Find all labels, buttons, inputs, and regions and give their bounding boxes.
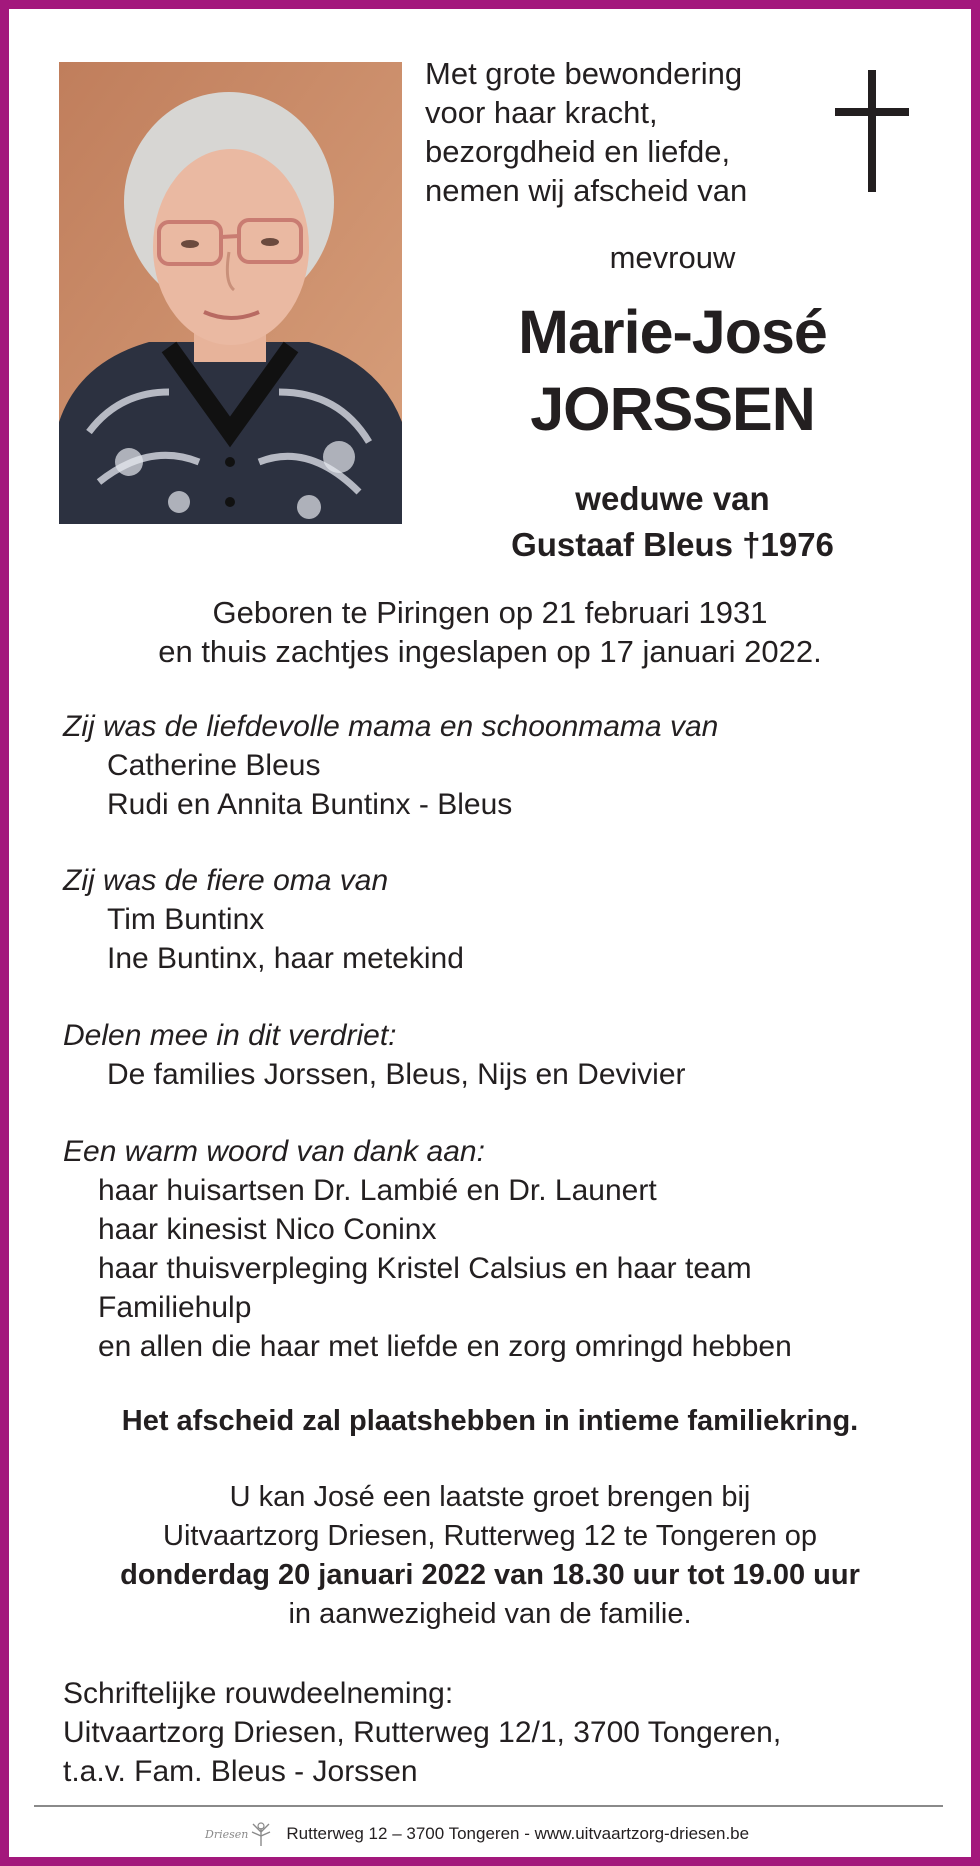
widow-of xyxy=(425,476,920,568)
list-item: haar huisartsen Dr. Lambié en Dr. Launert xyxy=(98,1174,657,1207)
section-heading: Delen mee in dit verdriet: xyxy=(63,1019,397,1052)
deceased-name xyxy=(425,294,920,448)
spouse-name: Gustaaf Bleus †1976 xyxy=(511,526,834,563)
visit-date: donderdag 20 januari 2022 van 18.30 uur tot 19.00 uur xyxy=(120,1559,860,1591)
widow-line: weduwe van xyxy=(575,480,770,517)
intro-line: voor haar kracht, xyxy=(425,95,658,130)
birth-line: Geboren te Piringen op 21 februari 1931 xyxy=(212,595,768,630)
list-item: Tim Buntinx xyxy=(107,903,265,936)
section-heading: Zij was de liefdevolle mama en schoonmama van xyxy=(63,710,719,743)
visitation-notice xyxy=(0,1478,980,1634)
flower-icon xyxy=(248,1820,274,1848)
intro-line: nemen wij afscheid van xyxy=(425,173,748,208)
list-item: haar thuisverpleging Kristel Calsius en haar team xyxy=(98,1252,752,1285)
list-item: haar kinesist Nico Coninx xyxy=(98,1213,437,1246)
thanks-section xyxy=(63,1132,792,1366)
intro-line: bezorgdheid en liefde, xyxy=(425,134,731,169)
list-item: Catherine Bleus xyxy=(107,749,321,782)
honorific: mevrouw xyxy=(609,240,736,275)
footer xyxy=(205,1812,749,1856)
footer-address: Rutterweg 12 – 3700 Tongeren - www.uitvaartzorg-driesen.be xyxy=(286,1824,750,1843)
condolence-address xyxy=(63,1674,781,1791)
condolence-line: Schriftelijke rouwdeelneming: xyxy=(63,1677,454,1710)
list-item: Rudi en Annita Buntinx - Bleus xyxy=(107,788,513,821)
section-heading: Zij was de fiere oma van xyxy=(63,864,389,897)
visit-line: in aanwezigheid van de familie. xyxy=(288,1598,692,1630)
footer-divider xyxy=(34,1805,943,1807)
condolence-line: Uitvaartzorg Driesen, Rutterweg 12/1, 3700 Tongeren, xyxy=(63,1716,782,1749)
logo-text: Driesen xyxy=(205,1827,249,1841)
family-section xyxy=(63,1016,686,1094)
grandchildren-section xyxy=(63,861,464,978)
death-line: en thuis zachtjes ingeslapen op 17 januari 2022. xyxy=(158,634,822,669)
list-item: Familiehulp xyxy=(98,1291,252,1324)
list-item: en allen die haar met liefde en zorg omringd hebben xyxy=(98,1330,792,1363)
list-item: Ine Buntinx, haar metekind xyxy=(107,942,464,975)
birth-death-dates xyxy=(0,593,980,671)
intro-line: Met grote bewondering xyxy=(425,56,743,91)
farewell-notice: Het afscheid zal plaatshebben in intieme familiekring. xyxy=(121,1405,859,1437)
intro-text xyxy=(425,54,845,210)
driesen-logo xyxy=(205,1820,274,1848)
last-name: JORSSEN xyxy=(530,375,815,443)
children-section xyxy=(63,707,718,824)
first-name: Marie-José xyxy=(518,298,827,366)
visit-line: U kan José een laatste groet brengen bij xyxy=(229,1481,751,1513)
section-heading: Een warm woord van dank aan: xyxy=(63,1135,485,1168)
portrait-photo xyxy=(59,62,402,524)
latin-cross-icon xyxy=(835,70,909,197)
condolence-line: t.a.v. Fam. Bleus - Jorssen xyxy=(63,1755,418,1788)
visit-line: Uitvaartzorg Driesen, Rutterweg 12 te Tongeren op xyxy=(163,1520,817,1552)
list-item: De families Jorssen, Bleus, Nijs en Devivier xyxy=(107,1058,686,1091)
